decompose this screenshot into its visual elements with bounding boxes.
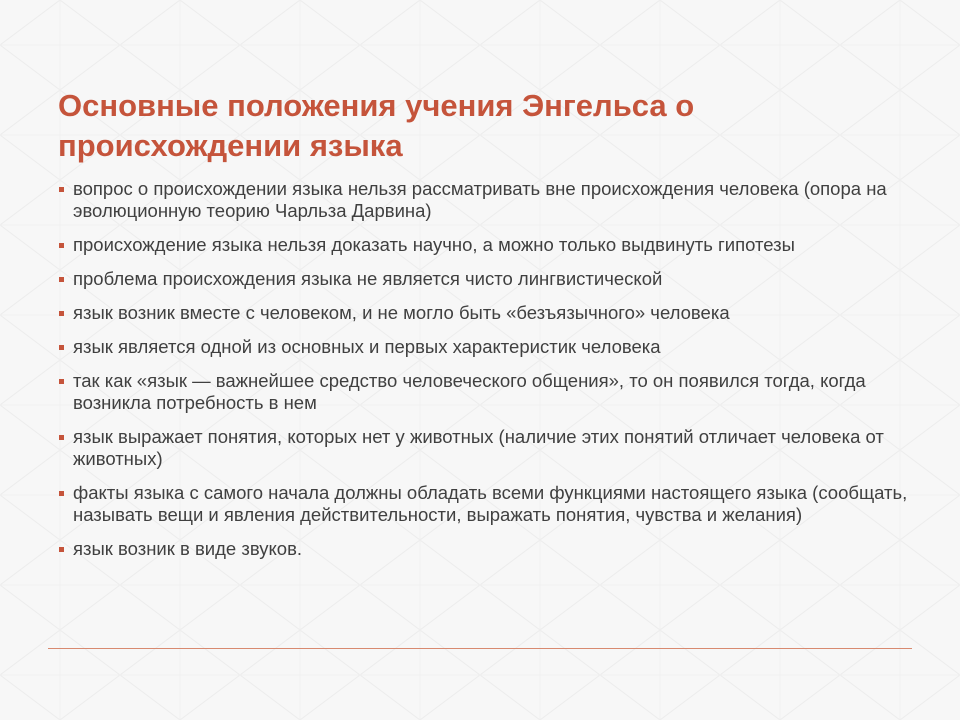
bullet-text: происхождение языка нельзя доказать научно, а можно только выдвинуть гипотезы <box>73 234 795 255</box>
bullet-marker-icon <box>59 311 64 316</box>
bullet-marker-icon <box>59 243 64 248</box>
bullet-item <box>58 482 908 526</box>
bullet-item <box>58 178 908 222</box>
bullet-item <box>58 336 908 358</box>
footer-divider <box>48 648 912 649</box>
bullet-item <box>58 234 908 256</box>
bullet-text: так как «язык — важнейшее средство человеческого общения», то он появился тогда, когда возникла потребность в нем <box>73 370 866 413</box>
bullet-marker-icon <box>59 379 64 384</box>
bullet-item <box>58 538 908 560</box>
bullet-item <box>58 268 908 290</box>
bullet-text: проблема происхождения языка не является чисто лингвистической <box>73 268 663 289</box>
bullet-marker-icon <box>59 491 64 496</box>
bullet-marker-icon <box>59 435 64 440</box>
bullet-item <box>58 302 908 324</box>
bullet-list <box>58 178 908 572</box>
bullet-marker-icon <box>59 547 64 552</box>
bullet-text: вопрос о происхождении языка нельзя рассматривать вне происхождения человека (опора на эволюционную теорию Чарльза Дарвина) <box>73 178 887 221</box>
slide-title: Основные положения учения Энгельса о происхождении языка <box>58 88 695 163</box>
bullet-text: язык является одной из основных и первых характеристик человека <box>73 336 661 357</box>
bullet-marker-icon <box>59 277 64 282</box>
bullet-text: факты языка с самого начала должны обладать всеми функциями настоящего языка (сообщать, называть вещи и явления действительности, выражать понятия, чувства и желания) <box>73 482 908 525</box>
bullet-text: язык выражает понятия, которых нет у животных (наличие этих понятий отличает человека от животных) <box>73 426 884 469</box>
bullet-marker-icon <box>59 345 64 350</box>
bullet-text: язык возник в виде звуков. <box>73 538 303 559</box>
bullet-marker-icon <box>59 187 64 192</box>
bullet-item <box>58 370 908 414</box>
bullet-item <box>58 426 908 470</box>
bullet-text: язык возник вместе с человеком, и не могло быть «безъязычного» человека <box>73 302 730 323</box>
